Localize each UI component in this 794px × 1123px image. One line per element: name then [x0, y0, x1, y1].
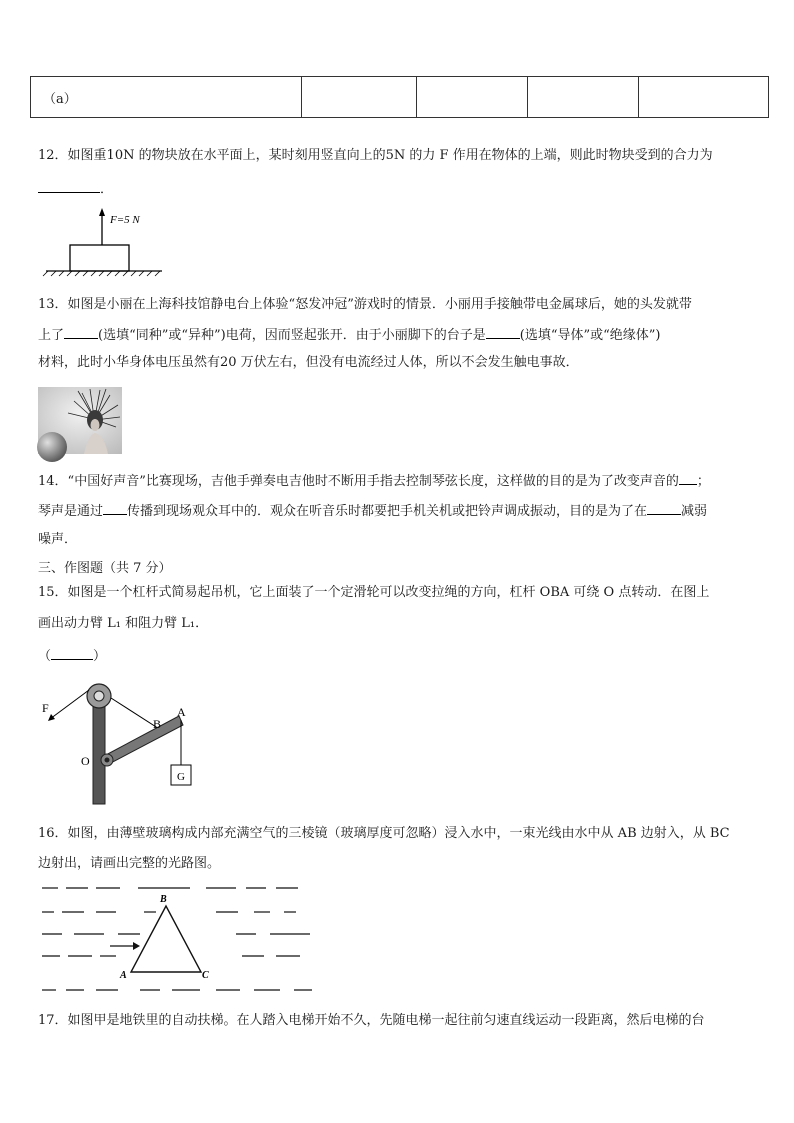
q12-answer-blank[interactable]	[38, 180, 100, 193]
q13-line3: 材料，此时小华身体电压虽然有20 万伏左右，但没有电流经过人体，所以不会发生触电事故．	[38, 355, 579, 370]
q14-blank-3[interactable]	[647, 502, 681, 515]
q14-line3: 噪声．	[38, 532, 78, 547]
q15-answer-open: （	[38, 649, 52, 664]
q15-line1: 15．如图是一个杠杆式简易起吊机，它上面装了一个定滑轮可以改变拉绳的方向，杠杆 OBA 可绕 O 点转动．在图上	[38, 585, 710, 600]
table-row	[31, 77, 769, 118]
q13-line1: 13．如图是小丽在上海科技馆静电台上体验“怒发冲冠”游戏时的情景．小丽用手接触带电金属球后，她的头发就带	[38, 297, 692, 312]
q13-blank-2[interactable]	[486, 326, 520, 339]
q14-line1-a: 14．“中国好声音”比赛现场，吉他手弹奏电吉他时不断用手指去控制琴弦长度，这样做的目的是为了改变声音的	[38, 474, 679, 489]
table-cell	[417, 77, 528, 118]
q14-line2-c: 减弱	[681, 504, 708, 519]
q12-text: 12．如图重10N 的物块放在水平面上，某时刻用竖直向上的5N 的力 F 作用在物体的上端，则此时物块受到的合力为	[38, 148, 713, 163]
section-heading: 三、作图题（共 7 分）	[38, 561, 172, 576]
table-cell	[639, 77, 769, 118]
q14-line1	[38, 472, 710, 490]
q12-suffix: ．	[100, 182, 114, 197]
q14-line2	[38, 502, 707, 520]
q13-line2-b: (选填“同种”或“异种”)电荷，因而竖起张开．由于小丽脚下的台子是	[98, 328, 486, 343]
label-O: O	[81, 754, 90, 768]
q12-block-figure	[40, 205, 165, 280]
label-F: F	[42, 701, 49, 715]
q15-answer-blank[interactable]	[51, 647, 93, 660]
q14-line2-a: 琴声是通过	[38, 504, 104, 519]
q15-answer	[38, 647, 106, 665]
q16-line2: 边射出，请画出完整的光路图。	[38, 856, 221, 871]
q14-blank-2[interactable]	[103, 502, 127, 515]
label-B: B	[160, 894, 167, 905]
label-A: A	[177, 705, 186, 719]
table-cell	[528, 77, 639, 118]
table-cell-a: （a）	[31, 77, 302, 118]
label-B: B	[153, 717, 162, 731]
q13-line2-c: (选填“导体”或“绝缘体”)	[519, 328, 661, 343]
q13-photo	[38, 387, 122, 454]
label-G: G	[177, 771, 185, 783]
q14-line2-b: 传播到现场观众耳中的．观众在听音乐时都要把手机关机或把铃声调成振动，目的是为了在	[127, 504, 648, 519]
q15-crane-figure	[36, 676, 206, 806]
q16-line1: 16．如图，由薄壁玻璃构成内部充满空气的三棱镜（玻璃厚度可忽略）浸入水中，一束光线由水中从 AB 边射入，从 BC	[38, 826, 730, 841]
q13-blank-1[interactable]	[64, 326, 98, 339]
q14-blank-1[interactable]	[679, 472, 697, 485]
q16-prism-figure	[40, 882, 320, 997]
q15-answer-close: ）	[93, 649, 107, 664]
label-C: C	[202, 970, 209, 981]
label-A: A	[120, 970, 127, 981]
force-label: F=5 N	[110, 214, 140, 226]
table-cell	[302, 77, 417, 118]
q13-line2-a: 上了	[38, 328, 65, 343]
q17-line1: 17．如图甲是地铁里的自动扶梯。在人踏入电梯开始不久，先随电梯一起往前匀速直线运动一段距离，然后电梯的台	[38, 1013, 705, 1028]
q12-answer-line	[38, 180, 113, 198]
answer-table	[30, 76, 769, 118]
q13-line2	[38, 326, 660, 344]
q14-line1-b: ；	[696, 474, 710, 489]
q15-line2: 画出动力臂 L₁ 和阻力臂 L₁．	[38, 616, 209, 631]
